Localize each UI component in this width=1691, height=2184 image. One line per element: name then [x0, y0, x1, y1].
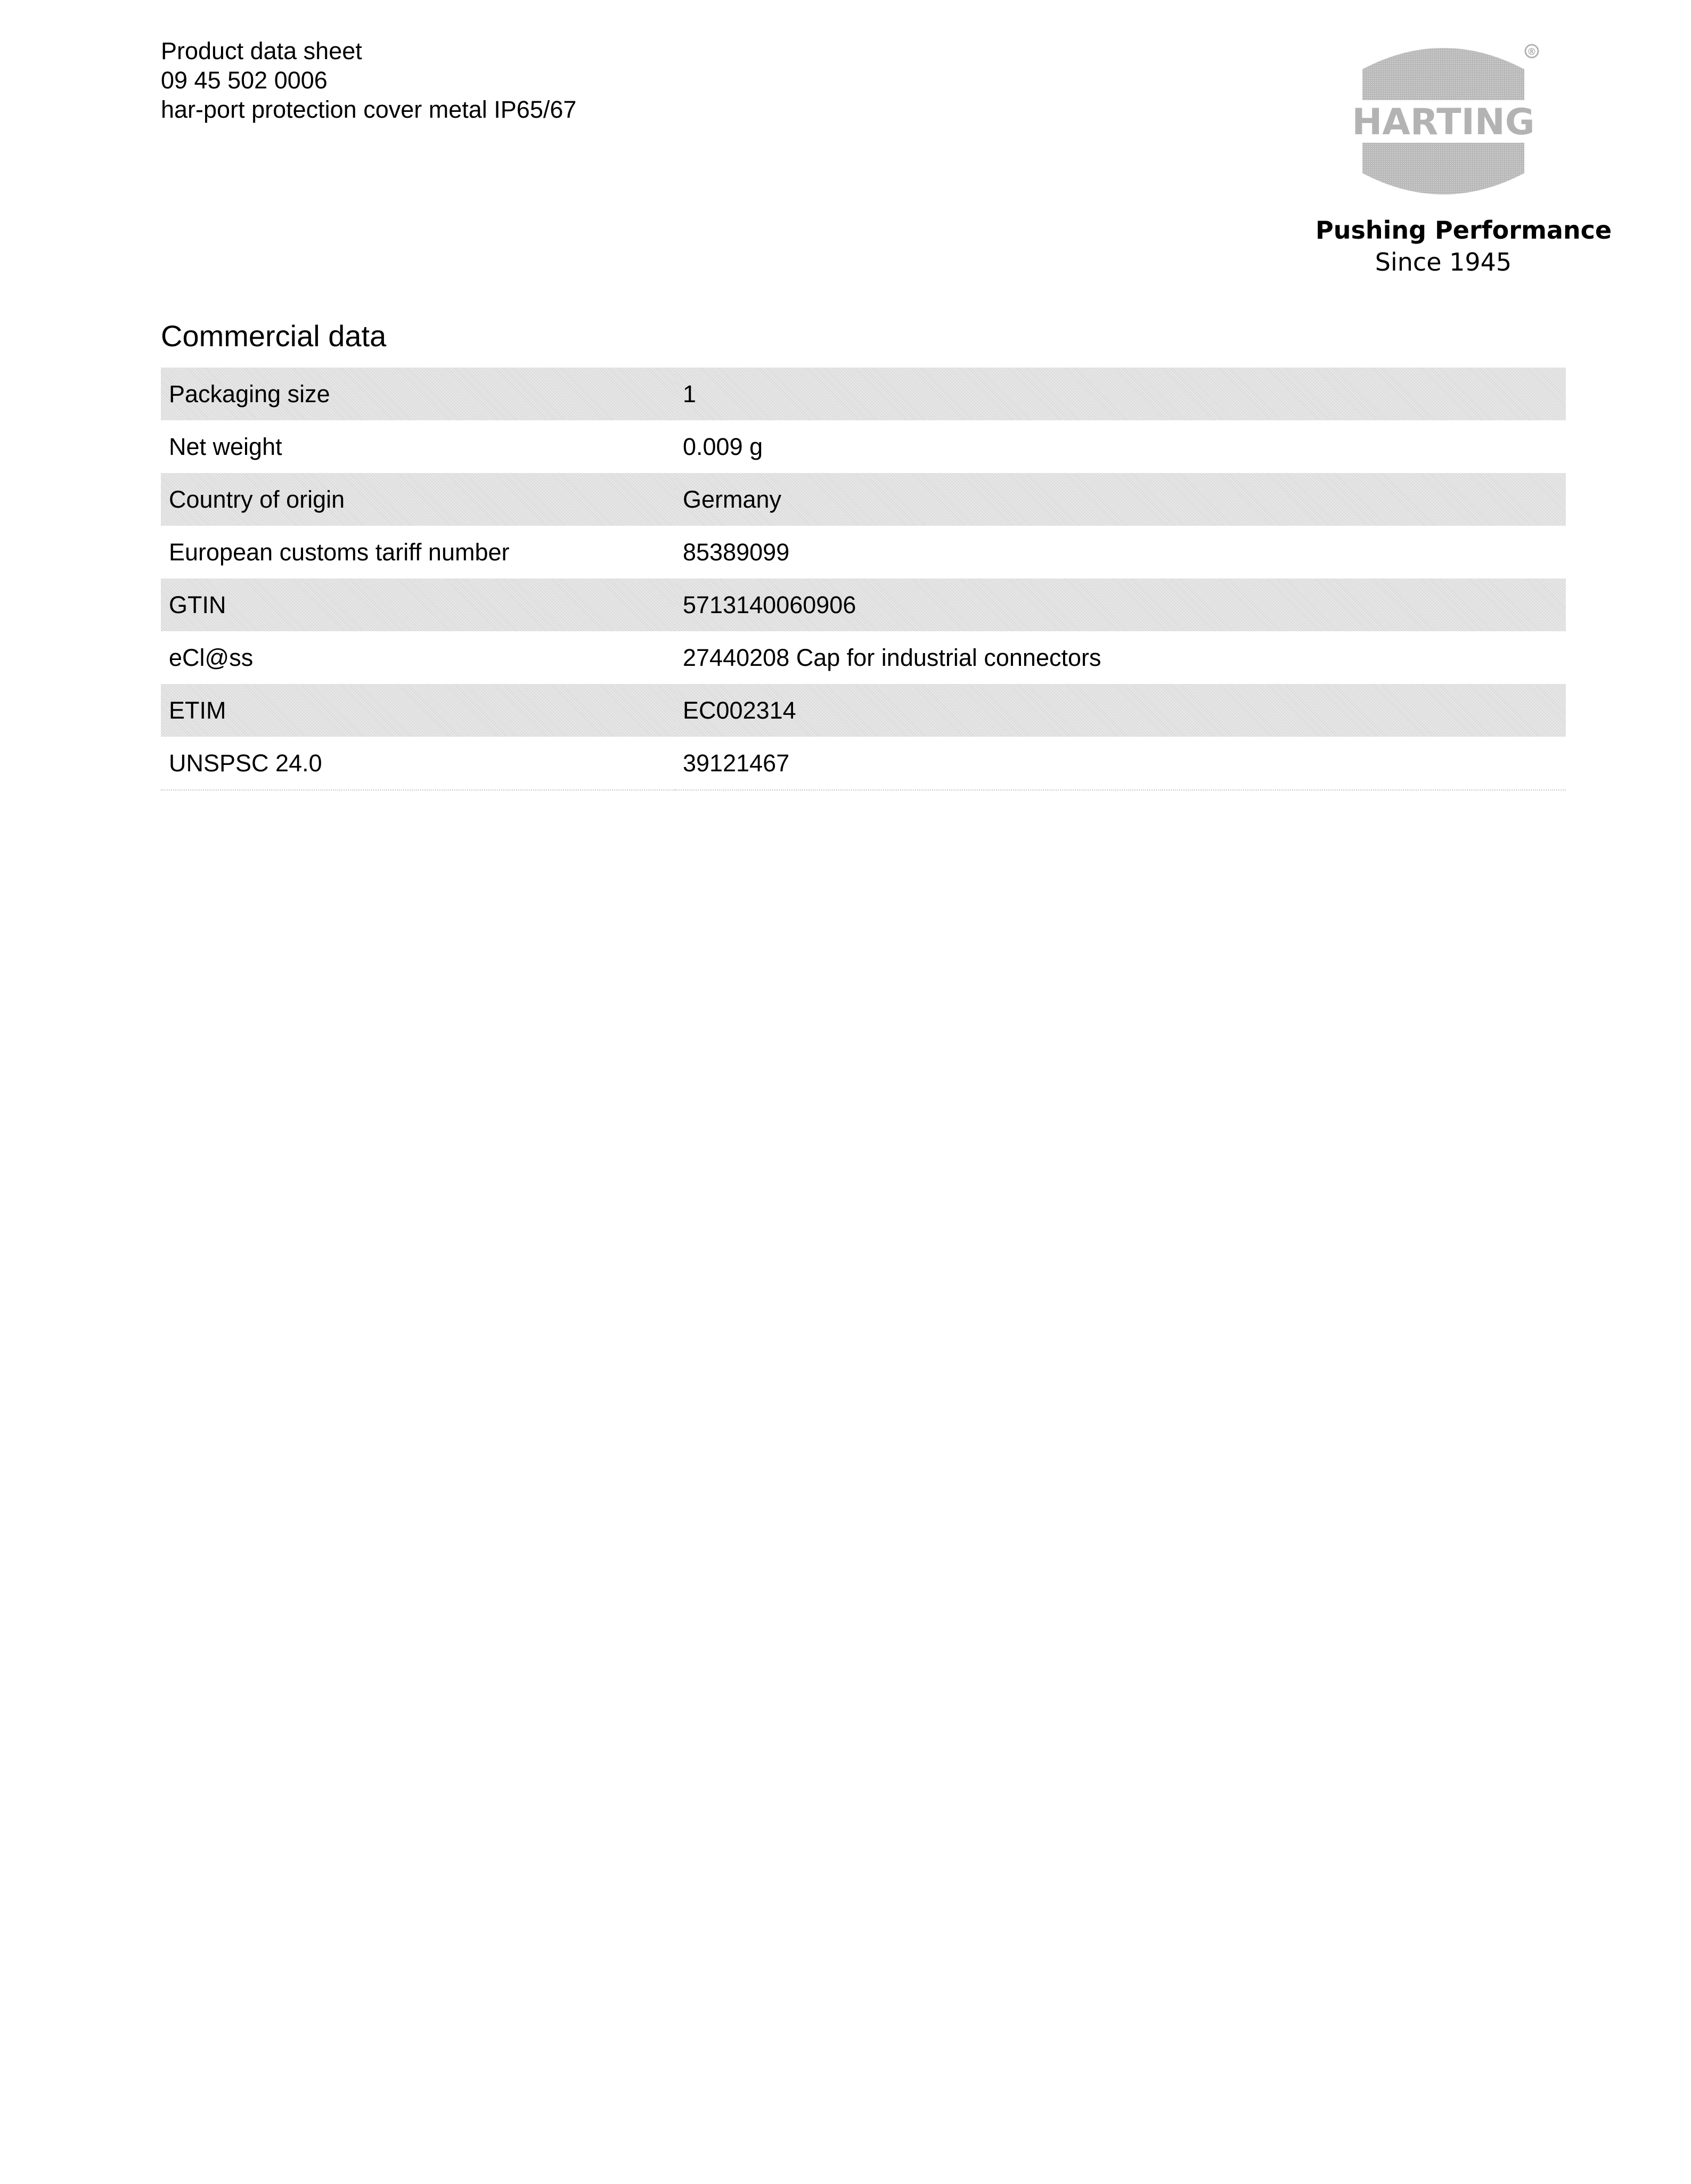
- table-row: [161, 578, 1566, 631]
- table-row: [161, 420, 1566, 473]
- table-row: [161, 526, 1566, 578]
- table-row: [161, 684, 1566, 737]
- row-value: Germany: [675, 473, 1566, 526]
- table-row: [161, 473, 1566, 526]
- row-label: GTIN: [161, 578, 675, 631]
- row-label: Packaging size: [161, 368, 675, 420]
- row-label: eCl@ss: [169, 643, 254, 671]
- harting-logo-icon: [1316, 37, 1571, 208]
- commercial-data-table: [161, 368, 1566, 791]
- row-value: 1: [675, 368, 1566, 420]
- row-label: European customs tariff number: [169, 538, 510, 566]
- part-number: 09 45 502 0006: [161, 67, 328, 94]
- logo-brand-text: HARTING: [1352, 101, 1535, 143]
- table-row: [161, 737, 1566, 790]
- row-label: Net weight: [169, 433, 282, 460]
- row-value: 5713140060906: [675, 578, 1566, 631]
- logo-tagline-primary: Pushing Performance: [1316, 216, 1612, 245]
- logo-tagline-secondary: Since 1945: [1375, 248, 1512, 276]
- row-value: 0.009 g: [683, 433, 763, 460]
- row-value: 85389099: [683, 538, 790, 566]
- row-label: ETIM: [161, 684, 675, 737]
- row-value: 39121467: [683, 749, 790, 777]
- document-header: [161, 36, 576, 124]
- row-value: 27440208 Cap for industrial connectors: [683, 643, 1101, 671]
- table-row: [161, 631, 1566, 684]
- row-value: EC002314: [675, 684, 1566, 737]
- row-label: Country of origin: [161, 473, 675, 526]
- harting-logo: [1316, 37, 1612, 288]
- table-row: [161, 368, 1566, 420]
- row-label: UNSPSC 24.0: [169, 749, 322, 777]
- section-title: Commercial data: [161, 319, 387, 353]
- doc-type-title: Product data sheet: [161, 37, 362, 64]
- product-description: har-port protection cover metal IP65/67: [161, 96, 577, 123]
- registered-mark: ®: [1527, 46, 1537, 58]
